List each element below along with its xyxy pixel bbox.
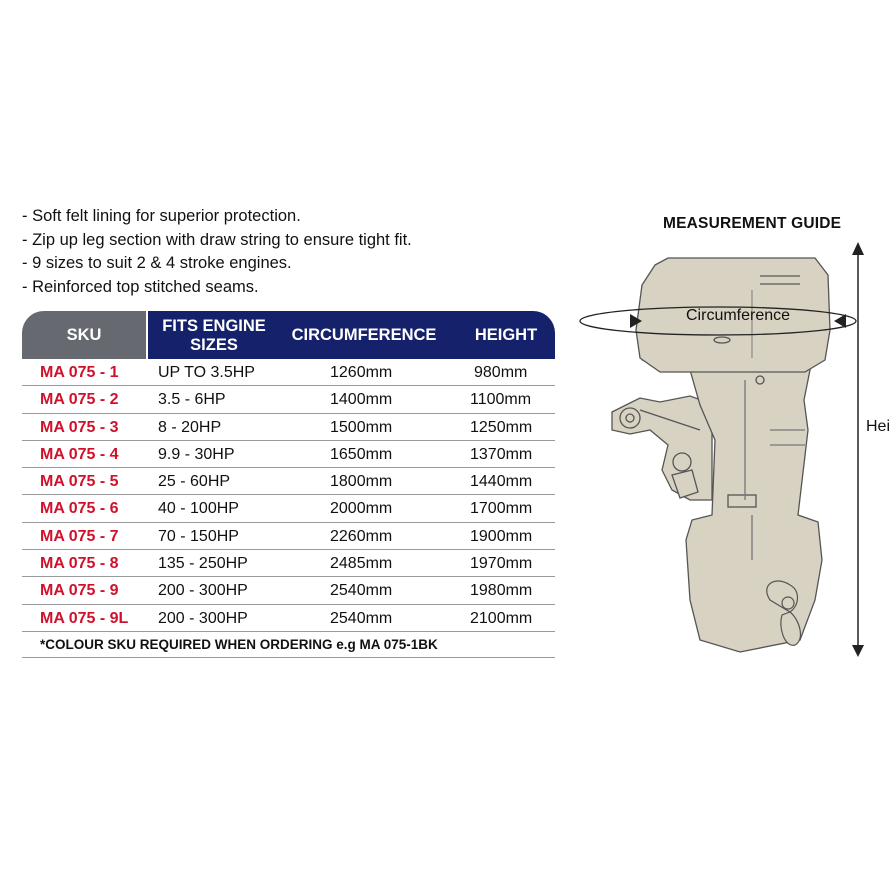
height-cell: 1900mm [470,527,533,545]
height-arrow-bottom [852,645,864,657]
circumference-cell: 1800mm [330,473,393,491]
table-row [22,550,555,577]
header-sku: SKU [66,326,102,344]
height-cell: 1440mm [470,473,533,491]
outboard-motor-diagram [575,240,893,665]
ordering-note [22,632,555,658]
table-row [22,441,555,468]
height-arrow-top [852,242,864,255]
circumference-cell: 1400mm [330,391,393,409]
feature-list [22,205,412,299]
fits-cell: 25 - 60HP [158,473,231,491]
size-table [22,311,555,658]
table-row [22,468,555,495]
sku-cell: MA 075 - 2 [40,391,119,409]
height-label: Hei [866,418,891,435]
table-row [22,523,555,550]
sku-cell: MA 075 - 4 [40,445,119,463]
table-row [22,577,555,604]
feature-item: - 9 sizes to suit 2 & 4 stroke engines. [22,254,292,272]
feature-item: - Reinforced top stitched seams. [22,277,259,296]
sku-cell: MA 075 - 9 [40,582,119,600]
fits-cell: 3.5 - 6HP [158,391,226,409]
table-row [22,359,555,386]
circumference-label: Circumference [686,307,791,324]
table-row [22,386,555,413]
circumference-cell: 1260mm [330,364,393,381]
table-row [22,414,555,441]
height-cell: 1100mm [470,391,532,409]
circumference-cell: 2000mm [330,500,393,518]
height-cell: 1250mm [470,418,533,436]
fits-cell: 70 - 150HP [158,527,239,545]
height-cell: 1980mm [470,582,533,600]
sku-cell: MA 075 - 7 [40,527,119,545]
sku-cell: MA 075 - 6 [40,500,119,518]
fits-cell: 40 - 100HP [158,500,239,518]
sku-cell: MA 075 - 1 [40,364,119,381]
fits-cell: 200 - 300HP [158,609,248,627]
circumference-cell: 1650mm [330,445,393,463]
fits-cell: UP TO 3.5HP [158,364,255,381]
feature-item: - Zip up leg section with draw string to ensure tight fit. [22,230,412,249]
header-circumference: CIRCUMFERENCE [291,326,437,344]
header-height: HEIGHT [474,326,538,344]
height-cell: 2100mm [470,609,533,627]
table-row [22,495,555,522]
sku-cell: MA 075 - 3 [40,418,119,436]
sku-cell: MA 075 - 8 [40,555,119,573]
circumference-cell: 2260mm [330,527,393,545]
sku-cell: MA 075 - 9L [40,609,129,627]
height-cell: 980mm [474,364,528,381]
table-header [22,311,555,359]
clamp-bracket [612,396,712,500]
fits-cell: 9.9 - 30HP [158,445,235,463]
table-row [22,605,555,632]
fits-cell: 135 - 250HP [158,555,248,573]
height-cell: 1970mm [470,555,533,573]
measurement-guide-title: MEASUREMENT GUIDE [663,215,842,232]
sku-cell: MA 075 - 5 [40,473,119,491]
ordering-note-text: *COLOUR SKU REQUIRED WHEN ORDERING e.g MA 075-1BK [40,636,438,652]
circumference-cell: 1500mm [330,418,393,436]
height-cell: 1370mm [470,445,533,463]
fits-cell: 8 - 20HP [158,418,222,436]
header-fits-line2: SIZES [190,336,238,354]
height-cell: 1700mm [470,500,533,518]
circumference-cell: 2485mm [330,555,393,573]
circumference-cell: 2540mm [330,609,393,627]
circumference-cell: 2540mm [330,582,393,600]
fits-cell: 200 - 300HP [158,582,248,600]
feature-item: - Soft felt lining for superior protection. [22,207,301,225]
header-fits-line1: FITS ENGINE [162,317,266,335]
